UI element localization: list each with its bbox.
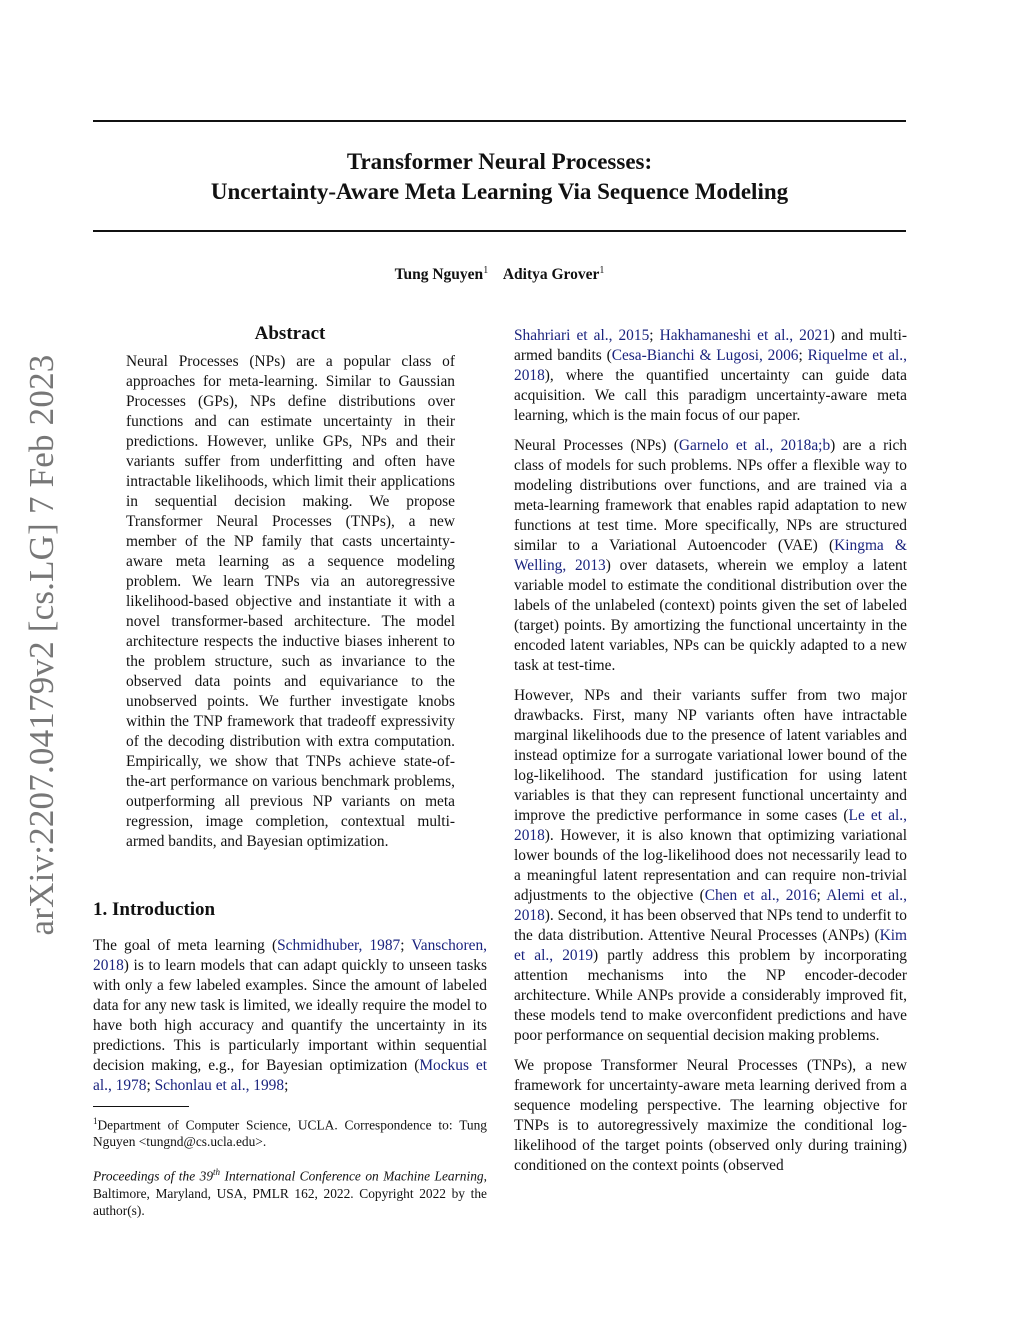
- citation-link[interactable]: Kim et al., 2019: [514, 927, 907, 964]
- paper-title-line-2: Uncertainty-Aware Meta Learning Via Sequence Modeling: [210, 179, 789, 204]
- footnote-proceedings: Proceedings of the 39th International Conference on Machine Learning, Baltimore, Maryland, USA, PMLR 162, 2022. Copyright 2022 by the author(s).: [93, 1167, 487, 1218]
- citation-link[interactable]: Cesa-Bianchi & Lugosi, 2006: [611, 347, 799, 364]
- title-top-rule: [93, 120, 906, 122]
- citation-link[interactable]: Le et al., 2018: [514, 807, 908, 844]
- citation-link[interactable]: Shahriari et al., 2015: [514, 327, 650, 344]
- intro-paragraph-2: Neural Processes (NPs) (Garnelo et al., 2018a;b) are a rich class of models for such problems. NPs offer a flexible way to modeling distributions over functions, and are trained via a meta-learning framework that enables rapid adaptation to new functions at test time. More specifically, NPs are structured similar to a Variational Autoencoder (VAE) (Kingma & Welling, 2013) over datasets, wherein we employ a latent variable model to estimate the conditional distribution over the labels of the unlabeled (context) points given the set of labeled (target) points. By amortizing the functional uncertainty in the encoded latent variables, NPs can be quickly adapted to a new task at test-time.: [514, 437, 907, 674]
- intro-paragraph-1-continued: Shahriari et al., 2015; Hakhamaneshi et al., 2021) and multi-armed bandits (Cesa-Bianchi & Lugosi, 2006; Riquelme et al., 2018), where the quantified uncertainty can guide data acquisition. We call this paradigm uncertainty-aware meta learning, which is the main focus of our paper.: [514, 327, 907, 424]
- author-affiliation-mark: 1: [599, 265, 605, 276]
- intro-paragraph-4: We propose Transformer Neural Processes (TNPs), a new framework for uncertainty-aware meta learning derived from a sequence modeling perspective. The learning objective for TNPs is to autoregressively maximize the conditional log-likelihood of the target points (observed only during training) conditioned on the context points (observed: [514, 1057, 907, 1174]
- author-name: Tung Nguyen: [394, 266, 484, 284]
- right-column: [514, 326, 907, 1186]
- citation-link[interactable]: Chen et al., 2016: [704, 887, 817, 904]
- citation-link[interactable]: Hakhamaneshi et al., 2021: [659, 327, 830, 344]
- citation-link[interactable]: Vanschoren, 2018: [93, 937, 487, 974]
- intro-paragraph-1: The goal of meta learning (Schmidhuber, 1987; Vanschoren, 2018) is to learn models that can adapt quickly to unseen tasks with only a few labeled examples. Since the amount of labeled data for any new task is limited, we ideally require the model to have both high accuracy and quantify the uncertainty in its predictions. This is particularly important within sequential decision making, e.g., for Bayesian optimization (Mockus et al., 1978; Schonlau et al., 1998;: [93, 937, 487, 1094]
- author-affiliation-mark: 1: [483, 265, 489, 276]
- paper-title-line-1: Transformer Neural Processes:: [346, 149, 653, 174]
- citation-link[interactable]: Schonlau et al., 1998: [154, 1077, 285, 1094]
- citation-link[interactable]: Kingma & Welling, 2013: [514, 537, 907, 574]
- author-name: Aditya Grover: [502, 266, 600, 284]
- section-heading-introduction: 1. Introduction: [93, 899, 216, 920]
- abstract-heading: Abstract: [254, 323, 326, 344]
- citation-link[interactable]: Schmidhuber, 1987: [277, 937, 401, 954]
- citation-link[interactable]: Mockus et al., 1978: [93, 1057, 487, 1094]
- left-column: [93, 322, 487, 1233]
- citation-link[interactable]: Garnelo et al., 2018a;b: [678, 437, 831, 454]
- intro-paragraph-3: However, NPs and their variants suffer from two major drawbacks. First, many NP variants often have intractable marginal likelihoods due to the presence of latent variables and instead optimize for a surrogate variational lower bound of the log-likelihood. The standard justification for using latent variables is that they can represent functional uncertainty and improve the predictive performance in some cases (Le et al., 2018). However, it is also known that optimizing variational lower bounds of the log-likelihood does not necessarily lead to a meaningful latent representation and can require non-trivial adjustments to the objective (Chen et al., 2016; Alemi et al., 2018). Second, it has been observed that NPs tend to underfit to the data distribution. Attentive Neural Processes (ANPs) (Kim et al., 2019) partly address this problem by incorporating attention mechanisms into the NP encoder-decoder architecture. While ANPs provide a considerably improved fit, these models tend to make overconfident predictions and have poor performance on sequential decision making problems.: [514, 687, 908, 1044]
- footnote-affiliation: $^1$Department of Computer Science, UCLA. Correspondence to: Tung Nguyen <tungnd@cs.ucla.edu>.: [93, 1116, 487, 1150]
- citation-link[interactable]: Riquelme et al., 2018: [514, 347, 907, 384]
- footnote-rule: [93, 1106, 189, 1107]
- author-list: [93, 265, 906, 284]
- citation-link[interactable]: Alemi et al., 2018: [514, 887, 907, 924]
- arxiv-id-text: arXiv:2207.04179v2 [cs.LG] 7 Feb 2023: [22, 354, 61, 936]
- title-bottom-rule: [93, 230, 906, 232]
- abstract-text: Neural Processes (NPs) are a popular class of approaches for meta-learning. Similar to Gaussian Processes (GPs), NPs define distributions over functions and can estimate uncertainty in their predictions. However, unlike GPs, NPs and their variants suffer from underfitting and often have intractable likelihoods, which limit their applications in sequential decision making. We propose Transformer Neural Processes (TNPs), a new member of the NP family that casts uncertainty-aware meta learning as a sequence modeling problem. We learn TNPs via an autoregressive likelihood-based objective and instantiate it with a novel transformer-based architecture. The model architecture respects the inductive biases inherent to the problem structure, such as invariance to the observed data points and equivariance to the unobserved points. We further investigate knobs within the TNP framework that tradeoff expressivity of the decoding distribution with extra computation. Empirically, we show that TNPs achieve state-of-the-art performance on various benchmark problems, outperforming all previous NP variants on meta regression, image completion, contextual multi-armed bandits, and Bayesian optimization.: [126, 353, 455, 850]
